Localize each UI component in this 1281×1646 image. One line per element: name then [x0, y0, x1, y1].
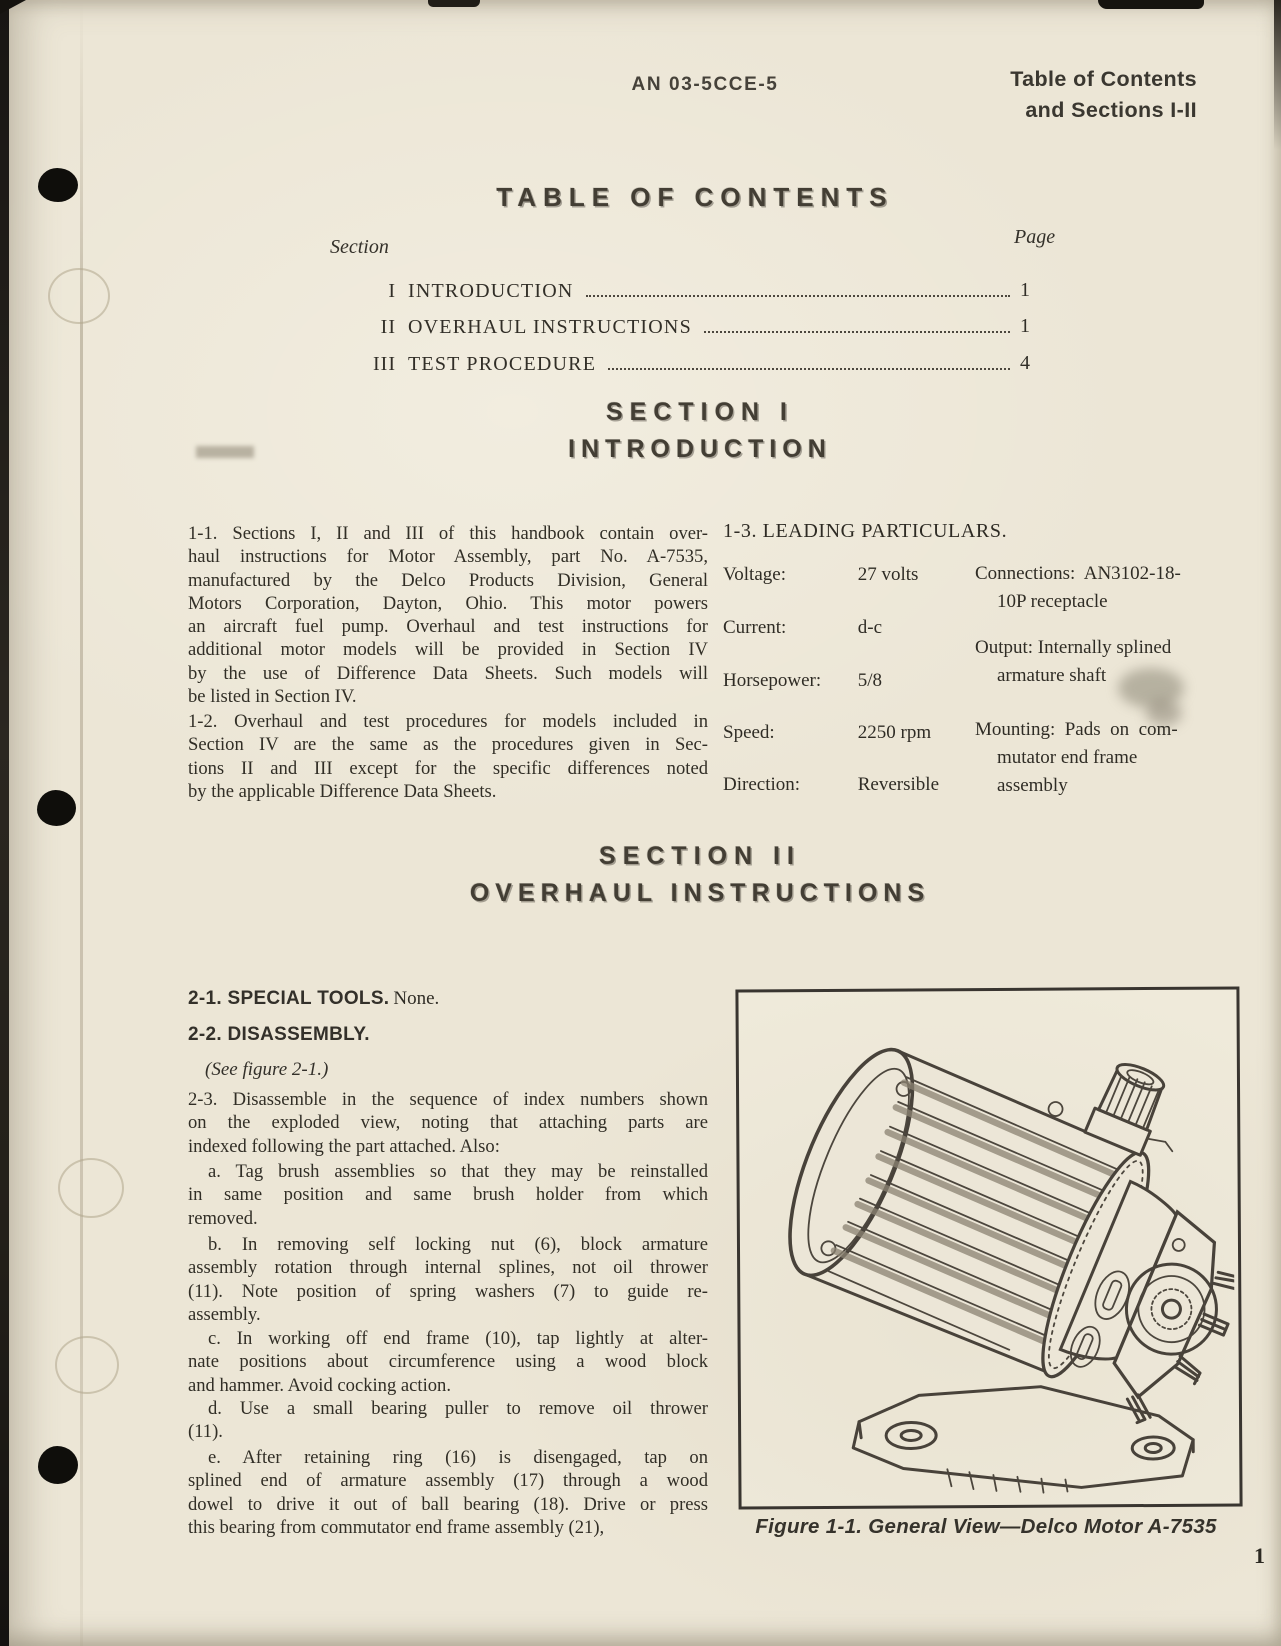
text-line: this bearing from commutator end frame assembly (21), — [188, 1516, 605, 1538]
paragraph-2-1 — [188, 988, 439, 1010]
particular-row — [723, 617, 963, 639]
text-line: Mounting: Pads on com- — [975, 719, 1178, 740]
text-line: assembly. — [188, 1303, 261, 1325]
text-line: Connections: AN3102-18- — [975, 563, 1181, 584]
text-line: 1-1. Sections I, II and III of this handbook contain over- — [188, 523, 708, 544]
text-line: armature shaft — [997, 665, 1107, 686]
particular-label: Speed: — [723, 722, 775, 743]
particular-value: d-c — [857, 617, 883, 638]
header-right-line1: Table of Contents — [1010, 67, 1197, 91]
particular-label: Horsepower: — [723, 670, 822, 691]
text-line: an aircraft fuel pump. Overhaul and test instructions for — [188, 616, 708, 638]
motor-illustration — [738, 990, 1235, 1501]
ink-smudge — [196, 446, 254, 458]
toc-entry — [330, 303, 1046, 340]
particular-mounting — [975, 716, 1215, 800]
particular-row — [723, 670, 963, 692]
text-line: Section IV are the same as the procedures given in Sec- — [188, 734, 708, 756]
binder-hole-dot — [38, 168, 78, 202]
toc-entry-title: INTRODUCTION — [408, 279, 574, 302]
toc-column-page: Page — [1014, 226, 1056, 248]
text-line: removed. — [188, 1207, 258, 1229]
text-line: tions II and III except for the specific differences noted — [188, 757, 708, 779]
text-line: by the applicable Difference Data Sheets. — [188, 780, 497, 802]
header-right-line2: and Sections I-II — [1025, 98, 1197, 122]
toc-entry-numeral: I — [388, 279, 396, 302]
text-line: 2-3. Disassemble in the sequence of index numbers shown — [188, 1089, 708, 1110]
toc-entry-page: 4 — [1020, 351, 1030, 374]
toc-entry-numeral: III — [373, 352, 396, 375]
see-figure-note: (See figure 2-1.) — [205, 1059, 329, 1080]
particular-value: 2250 rpm — [857, 722, 932, 743]
toc-entry — [330, 339, 1046, 376]
scan-top-right-mark — [1098, 0, 1204, 9]
text-line: in same position and same brush holder from which — [188, 1184, 708, 1206]
text-line: nate positions about circumference using a wood block — [188, 1351, 708, 1373]
particular-row — [723, 774, 963, 796]
punch-hole-ghost — [58, 1158, 124, 1218]
toc-entry-page: 1 — [1020, 278, 1030, 301]
paragraph-2-3 — [188, 1088, 708, 1158]
disassembly-label: 2-2. DISASSEMBLY. — [188, 1024, 370, 1045]
particular-value: Reversible — [857, 774, 940, 795]
toc-column-section: Section — [330, 236, 389, 258]
text-line: haul instructions for Motor Assembly, part No. A-7535, — [188, 546, 708, 568]
text-line: be listed in Section IV. — [188, 686, 357, 708]
particular-connections — [975, 560, 1215, 616]
text-line: by the use of Difference Data Sheets. Such models will — [188, 662, 708, 684]
text-line: Motors Corporation, Dayton, Ohio. This motor powers — [188, 592, 708, 614]
text-line: on the exploded view, noting that attaching parts are — [188, 1112, 708, 1134]
particular-output — [975, 634, 1215, 690]
scan-top-mark — [428, 0, 480, 7]
text-line: c. In working off end frame (10), tap lightly at alter- — [208, 1328, 708, 1349]
text-line: b. In removing self locking nut (6), block armature — [208, 1234, 708, 1255]
step-e — [188, 1446, 708, 1539]
scan-edge-left — [0, 0, 9, 1646]
figure-1-1-frame — [735, 986, 1242, 1509]
text-line: splined end of armature assembly (17) through a wood — [188, 1470, 708, 1492]
text-line: d. Use a small bearing puller to remove oil thrower — [208, 1398, 708, 1419]
toc-entry-title: TEST PROCEDURE — [408, 352, 597, 375]
binder-hole-dot — [38, 1446, 78, 1484]
particular-row — [723, 722, 963, 744]
toc-title: TABLE OF CONTENTS — [496, 182, 894, 212]
text-line: assembly rotation through internal splines, not oil thrower — [188, 1257, 708, 1279]
text-line: 1-2. Overhaul and test procedures for models included in — [188, 711, 708, 732]
text-line: and hammer. Avoid cocking action. — [188, 1374, 451, 1396]
text-line: mutator end frame — [997, 747, 1138, 768]
particular-value: 27 volts — [857, 564, 919, 585]
header-right — [897, 64, 1197, 126]
document-number: AN 03-5CCE-5 — [631, 74, 779, 95]
particular-label: Current: — [723, 617, 787, 638]
step-a — [188, 1160, 708, 1230]
text-line: a. Tag brush assemblies so that they may be reinstalled — [208, 1161, 708, 1182]
figure-1-1-caption: Figure 1-1. General View—Delco Motor A-7535 — [755, 1515, 1217, 1538]
special-tools-value: None. — [393, 988, 440, 1009]
step-d — [188, 1397, 708, 1444]
text-line: indexed following the part attached. Also: — [188, 1135, 500, 1157]
toc-entry-page: 1 — [1020, 315, 1030, 337]
punch-hole-ghost — [48, 268, 110, 324]
section1-heading: SECTION I — [605, 398, 794, 426]
text-line: Output: Internally splined — [975, 637, 1172, 658]
dot-leader — [704, 331, 1010, 333]
toc-entry-numeral: II — [380, 316, 396, 338]
particular-row — [723, 564, 963, 586]
text-line: e. After retaining ring (16) is disengaged, tap on — [208, 1447, 708, 1468]
particular-value: 5/8 — [857, 670, 883, 691]
text-line: dowel to drive it out of ball bearing (18). Drive or press — [188, 1493, 708, 1515]
paragraph-1-1 — [188, 522, 708, 708]
punch-hole-ghost — [55, 1336, 119, 1394]
step-b — [188, 1233, 708, 1326]
scan-corner-mark — [0, 0, 26, 14]
dot-leader — [586, 295, 1011, 297]
special-tools-label: 2-1. SPECIAL TOOLS. — [188, 988, 390, 1009]
section2-heading: SECTION II — [599, 842, 801, 870]
text-line: (11). Note position of spring washers (7) to guide re- — [188, 1280, 708, 1302]
leading-particulars-heading: 1-3. LEADING PARTICULARS. — [723, 520, 1008, 542]
toc-entries — [330, 266, 1046, 376]
section1-subheading: INTRODUCTION — [568, 435, 832, 463]
toc-entry — [330, 266, 1046, 303]
toc-entry-title: OVERHAUL INSTRUCTIONS — [408, 316, 692, 338]
text-line: additional motor models will be provided in Section IV — [188, 639, 708, 661]
particular-label: Direction: — [723, 774, 801, 795]
particular-label: Voltage: — [723, 564, 786, 585]
section2-subheading: OVERHAUL INSTRUCTIONS — [469, 879, 931, 907]
text-line: 10P receptacle — [997, 591, 1108, 612]
text-line: (11). — [188, 1421, 223, 1443]
text-line: assembly — [997, 775, 1068, 796]
binder-hole-dot — [37, 790, 76, 826]
paragraph-1-2 — [188, 710, 708, 803]
step-c — [188, 1327, 708, 1397]
dot-leader — [608, 368, 1010, 370]
page-number: 1 — [1254, 1543, 1265, 1568]
paper-crease — [80, 0, 83, 1646]
scan-edge-right — [1274, 0, 1281, 150]
text-line: manufactured by the Delco Products Division, General — [188, 569, 708, 591]
